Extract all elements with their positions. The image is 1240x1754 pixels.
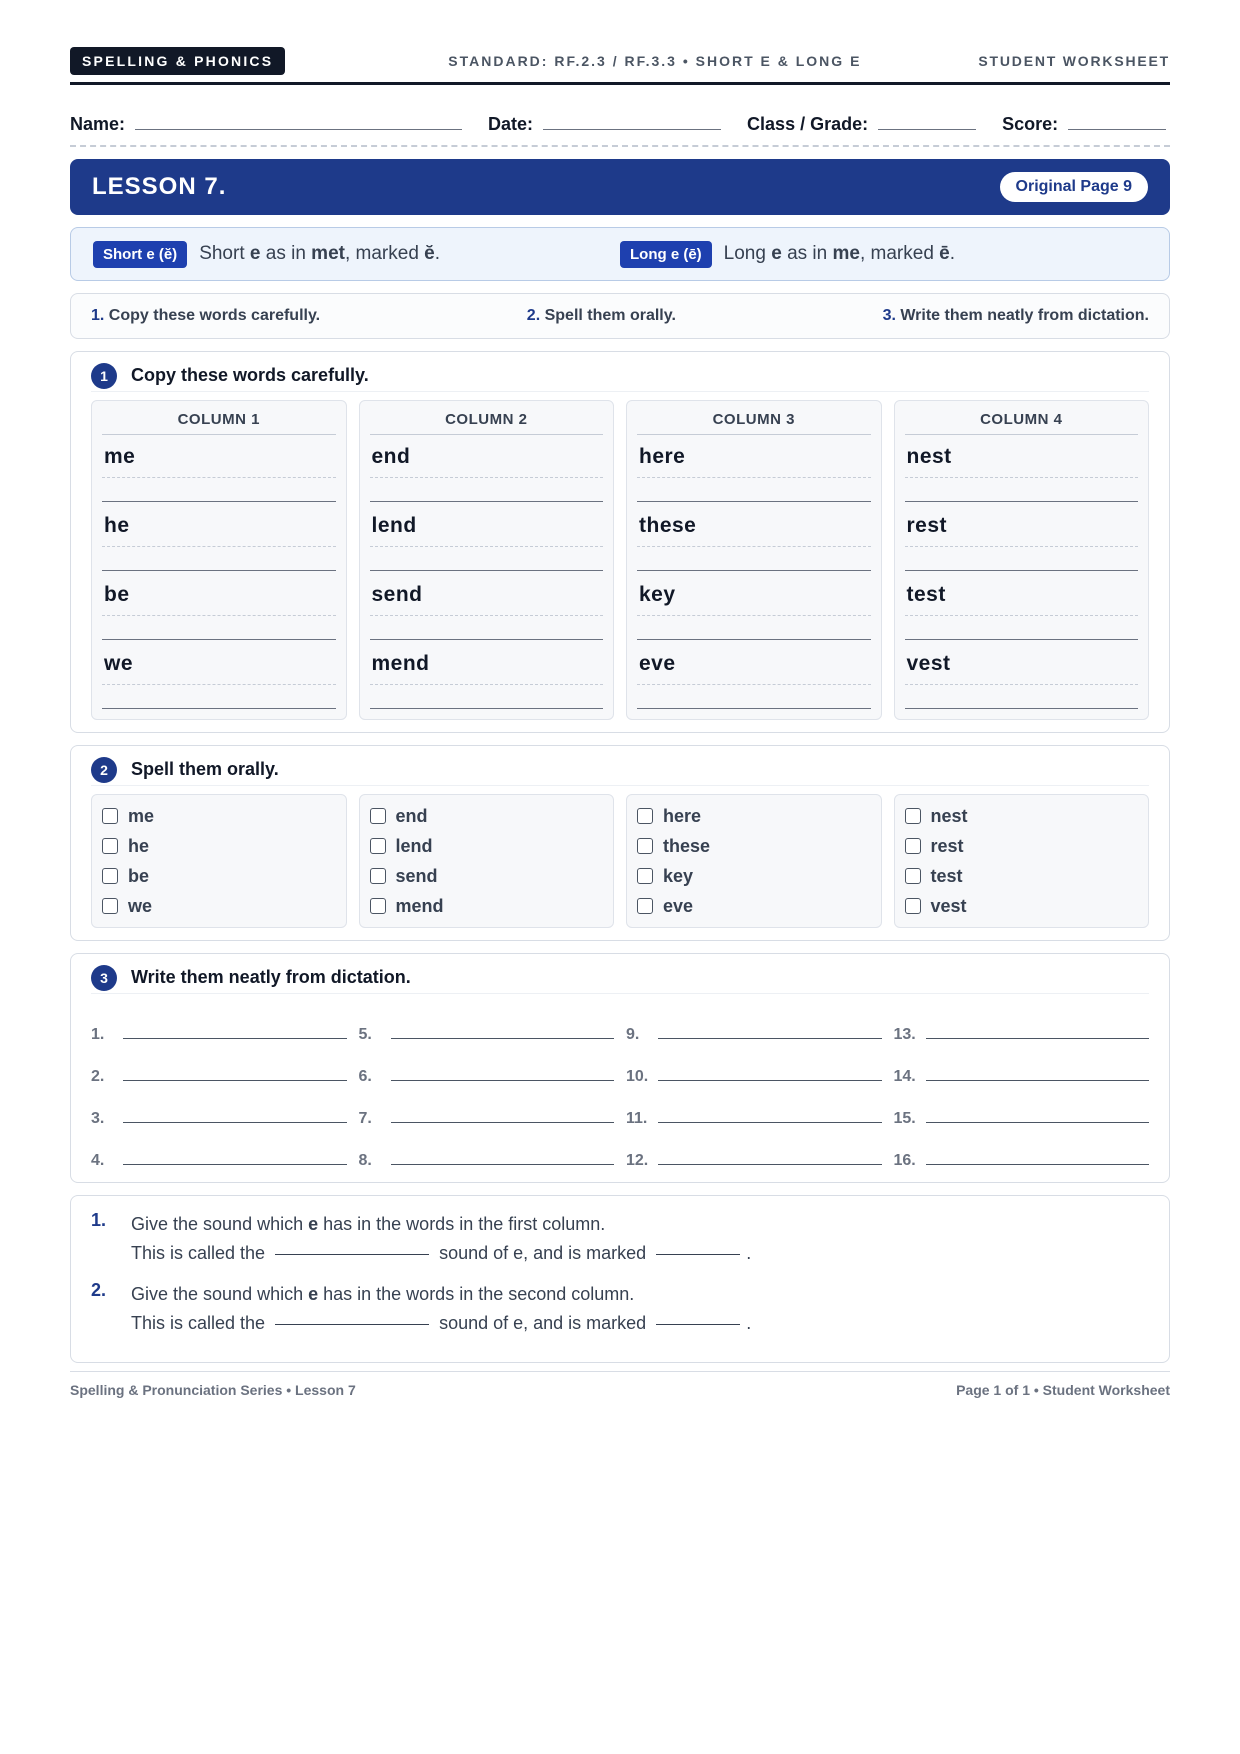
writing-line[interactable] — [637, 639, 871, 640]
checkbox[interactable] — [637, 808, 653, 824]
tracing-guide-line — [102, 615, 336, 616]
tracing-guide-line — [102, 684, 336, 685]
question-fill-line — [131, 1309, 751, 1338]
tracing-guide-line — [370, 477, 604, 478]
section-2-title: Spell them orally. — [131, 759, 279, 779]
word-row — [370, 504, 604, 573]
dictation-number: 9. — [626, 1026, 640, 1043]
dictation-item — [91, 1086, 347, 1128]
tracing-guide-line — [370, 546, 604, 547]
word-row — [102, 435, 336, 504]
checkbox-item[interactable] — [102, 801, 336, 831]
header-rule — [70, 82, 1170, 85]
dictation-grid — [91, 1002, 1149, 1170]
fill-text: sound of e, and is marked — [439, 1243, 647, 1263]
dictation-line[interactable] — [391, 1038, 615, 1039]
checkbox-item[interactable] — [905, 861, 1139, 891]
section-2-heading — [91, 758, 1149, 786]
dictation-item — [359, 1128, 615, 1170]
writing-line[interactable] — [637, 501, 871, 502]
tracing-guide-line — [637, 684, 871, 685]
dictation-item — [359, 1086, 615, 1128]
prompt-text: Give the sound which — [131, 1284, 309, 1304]
word-column — [626, 400, 882, 720]
checkbox[interactable] — [637, 838, 653, 854]
dictation-item — [894, 1128, 1150, 1170]
checkbox[interactable] — [905, 868, 921, 884]
standard-label: STANDARD: RF.2.3 / RF.3.3 • SHORT E & LONG E — [448, 53, 862, 69]
question-prompt — [131, 1210, 751, 1239]
spelling-word: these — [639, 514, 697, 537]
checkbox[interactable] — [905, 838, 921, 854]
word-row — [637, 435, 871, 504]
tracing-guide-line — [637, 615, 871, 616]
checkbox-item[interactable] — [102, 861, 336, 891]
checkbox-label: be — [128, 865, 150, 886]
dictation-line[interactable] — [926, 1164, 1150, 1165]
dictation-number: 12. — [626, 1152, 649, 1169]
checkbox-label: here — [663, 805, 702, 826]
step-2: 2. Spell them orally. — [526, 307, 676, 324]
prompt-text: has in the words in the second column. — [318, 1284, 635, 1304]
name-field[interactable] — [135, 129, 462, 130]
writing-line[interactable] — [370, 639, 604, 640]
checkbox-label: mend — [395, 895, 444, 916]
fill-text: . — [746, 1313, 752, 1333]
question-number: 1. — [91, 1210, 107, 1230]
dictation-number: 1. — [91, 1026, 105, 1043]
dictation-number: 8. — [358, 1152, 372, 1169]
checkbox-item[interactable] — [637, 891, 871, 921]
column-title: COLUMN 1 — [102, 407, 336, 435]
info-fields — [70, 99, 1170, 135]
checkbox[interactable] — [637, 868, 653, 884]
word-row — [102, 642, 336, 711]
section-number-badge: 2 — [91, 757, 117, 783]
tracing-guide-line — [102, 546, 336, 547]
checkbox-column — [359, 794, 615, 928]
mark-blank[interactable] — [656, 1254, 740, 1255]
dictation-number: 3. — [91, 1110, 105, 1127]
prompt-text: has in the words in the first column. — [318, 1214, 606, 1234]
tracing-guide-line — [370, 684, 604, 685]
dictation-line[interactable] — [391, 1164, 615, 1165]
spelling-word: here — [639, 445, 686, 468]
series-tag: SPELLING & PHONICS — [70, 47, 285, 75]
writing-line[interactable] — [905, 501, 1139, 502]
word-row — [370, 642, 604, 711]
dictation-line[interactable] — [658, 1122, 882, 1123]
dictation-item — [626, 1128, 882, 1170]
spelling-word: key — [639, 583, 676, 606]
lesson-banner — [70, 159, 1170, 215]
spelling-word: lend — [371, 514, 417, 537]
section-3-title: Write them neatly from dictation. — [131, 967, 411, 987]
long-e-description: Long e as in me, marked ē. — [723, 243, 956, 264]
fill-text: This is called the — [131, 1243, 266, 1263]
step-1: 1. Copy these words carefully. — [91, 307, 321, 324]
long-e-tag: Long e (ē) — [620, 241, 712, 268]
fill-text: sound of e, and is marked — [439, 1313, 647, 1333]
dictation-number: 11. — [626, 1110, 648, 1127]
short-e-description: Short e as in met, marked ĕ. — [199, 243, 441, 264]
answer-blank[interactable] — [275, 1254, 429, 1255]
spelling-word: rest — [906, 514, 948, 537]
writing-line[interactable] — [102, 570, 336, 571]
footer-rule — [70, 1371, 1170, 1372]
checkbox-item[interactable] — [905, 831, 1139, 861]
checkbox-label: me — [128, 805, 155, 826]
dictation-item — [626, 1086, 882, 1128]
spelling-word: we — [104, 652, 134, 675]
dictation-number: 2. — [91, 1068, 105, 1085]
writing-line[interactable] — [637, 708, 871, 709]
question — [91, 1280, 1149, 1338]
checkbox-label: nest — [930, 805, 968, 826]
dictation-item — [894, 1044, 1150, 1086]
checkbox-item[interactable] — [102, 831, 336, 861]
answer-blank[interactable] — [275, 1324, 429, 1325]
section-1-title: Copy these words carefully. — [131, 365, 369, 385]
question-body — [131, 1210, 751, 1268]
dictation-item — [894, 1086, 1150, 1128]
info-divider — [70, 145, 1170, 147]
checkbox[interactable] — [370, 838, 386, 854]
spelling-word: eve — [639, 652, 676, 675]
word-row — [102, 504, 336, 573]
writing-line[interactable] — [102, 708, 336, 709]
tracing-guide-line — [370, 615, 604, 616]
dictation-item — [894, 1002, 1150, 1044]
checkbox-label: key — [663, 865, 694, 886]
checkbox-item[interactable] — [905, 891, 1139, 921]
tracing-guide-line — [905, 615, 1139, 616]
checkbox-item[interactable] — [370, 801, 604, 831]
dictation-item — [626, 1002, 882, 1044]
prompt-text: Give the sound which — [131, 1214, 309, 1234]
dictation-line[interactable] — [123, 1122, 347, 1123]
checkbox[interactable] — [637, 898, 653, 914]
word-row — [637, 573, 871, 642]
footer-left: Spelling & Pronunciation Series • Lesson 7 — [70, 1382, 356, 1398]
writing-line[interactable] — [102, 639, 336, 640]
spelling-word: end — [371, 445, 411, 468]
checkbox[interactable] — [102, 808, 118, 824]
section-number-badge: 1 — [91, 363, 117, 389]
checkbox-label: end — [395, 805, 428, 826]
worksheet-page — [70, 46, 1170, 1398]
lesson-title: LESSON 7. — [92, 173, 227, 200]
question-body — [131, 1280, 751, 1338]
checkbox[interactable] — [102, 868, 118, 884]
word-row — [905, 435, 1139, 504]
score-field[interactable] — [1068, 129, 1166, 130]
checkbox-column — [626, 794, 882, 928]
checkbox-item[interactable] — [370, 831, 604, 861]
word-column — [894, 400, 1150, 720]
dictation-number: 10. — [626, 1068, 649, 1085]
section-3-heading — [91, 966, 1149, 994]
checkbox-column — [91, 794, 347, 928]
writing-line[interactable] — [905, 570, 1139, 571]
word-row — [905, 642, 1139, 711]
question — [91, 1210, 1149, 1268]
word-row — [370, 573, 604, 642]
checkbox-label: test — [930, 865, 963, 886]
section-spell-orally — [70, 745, 1170, 941]
dictation-line[interactable] — [391, 1080, 615, 1081]
tracing-guide-line — [637, 546, 871, 547]
word-column — [359, 400, 615, 720]
checkbox[interactable] — [102, 838, 118, 854]
checkbox-item[interactable] — [370, 891, 604, 921]
word-column — [91, 400, 347, 720]
checkbox-item[interactable] — [905, 801, 1139, 831]
spelling-word: test — [906, 583, 946, 606]
fill-text: . — [746, 1243, 752, 1263]
copy-columns — [91, 400, 1149, 720]
checkbox[interactable] — [905, 898, 921, 914]
checkbox-column — [894, 794, 1150, 928]
question-number: 2. — [91, 1280, 107, 1300]
prompt-letter: e — [308, 1284, 319, 1304]
fill-text: This is called the — [131, 1313, 266, 1333]
spelling-word: send — [371, 583, 423, 606]
dictation-item — [359, 1002, 615, 1044]
tracing-guide-line — [102, 477, 336, 478]
dictation-line[interactable] — [658, 1038, 882, 1039]
section-number-badge: 3 — [91, 965, 117, 991]
word-row — [370, 435, 604, 504]
dictation-number: 4. — [91, 1152, 105, 1169]
checkbox-item[interactable] — [637, 861, 871, 891]
checkbox-columns — [91, 794, 1149, 928]
word-row — [637, 504, 871, 573]
dictation-line[interactable] — [123, 1080, 347, 1081]
dictation-line[interactable] — [926, 1038, 1150, 1039]
top-bar — [70, 46, 1170, 76]
checkbox[interactable] — [102, 898, 118, 914]
dictation-number: 7. — [358, 1110, 372, 1127]
footer-right: Page 1 of 1 • Student Worksheet — [956, 1382, 1170, 1398]
tracing-guide-line — [905, 477, 1139, 478]
spelling-word: nest — [906, 445, 952, 468]
tracing-guide-line — [637, 477, 871, 478]
checkbox-item[interactable] — [637, 831, 871, 861]
column-title: COLUMN 3 — [637, 407, 871, 435]
spelling-word: mend — [371, 652, 430, 675]
dictation-item — [91, 1044, 347, 1086]
dictation-item — [626, 1044, 882, 1086]
tracing-guide-line — [905, 684, 1139, 685]
writing-line[interactable] — [370, 708, 604, 709]
checkbox-label: rest — [930, 835, 964, 856]
writing-line[interactable] — [370, 570, 604, 571]
sheet-type-label: STUDENT WORKSHEET — [978, 53, 1170, 69]
checkbox-label: vest — [930, 895, 967, 916]
steps-bar — [70, 293, 1170, 339]
column-title: COLUMN 4 — [905, 407, 1139, 435]
writing-line[interactable] — [102, 501, 336, 502]
checkbox-label: lend — [395, 835, 433, 856]
tracing-guide-line — [905, 546, 1139, 547]
dictation-line[interactable] — [926, 1122, 1150, 1123]
checkbox-label: we — [128, 895, 153, 916]
question-prompt — [131, 1280, 751, 1309]
dictation-item — [91, 1002, 347, 1044]
dictation-line[interactable] — [658, 1164, 882, 1165]
word-row — [102, 573, 336, 642]
spelling-word: be — [104, 583, 130, 606]
checkbox-item[interactable] — [102, 891, 336, 921]
section-dictation — [70, 953, 1170, 1183]
dictation-line[interactable] — [123, 1038, 347, 1039]
dictation-item — [359, 1044, 615, 1086]
sound-key — [70, 227, 1170, 281]
question-fill-line — [131, 1239, 751, 1268]
mark-blank[interactable] — [656, 1324, 740, 1325]
spelling-word: he — [104, 514, 130, 537]
writing-line[interactable] — [905, 708, 1139, 709]
checkbox[interactable] — [370, 808, 386, 824]
short-e-key — [93, 241, 620, 268]
checkbox[interactable] — [370, 898, 386, 914]
dictation-number: 13. — [893, 1026, 916, 1043]
writing-line[interactable] — [637, 570, 871, 571]
questions-box — [70, 1195, 1170, 1363]
checkbox-item[interactable] — [637, 801, 871, 831]
section-1-heading — [91, 364, 1149, 392]
checkbox[interactable] — [905, 808, 921, 824]
dictation-number: 15. — [893, 1110, 916, 1127]
dictation-number: 16. — [893, 1152, 916, 1169]
spelling-word: vest — [906, 652, 951, 675]
writing-line[interactable] — [905, 639, 1139, 640]
class-field[interactable] — [878, 129, 976, 130]
checkbox-label: these — [663, 835, 711, 856]
date-label: Date: — [488, 114, 534, 134]
dictation-number: 6. — [358, 1068, 372, 1085]
short-e-tag: Short e (ĕ) — [93, 241, 187, 268]
dictation-line[interactable] — [658, 1080, 882, 1081]
score-label: Score: — [1002, 114, 1059, 134]
dictation-item — [91, 1128, 347, 1170]
original-page-badge: Original Page 9 — [1000, 172, 1148, 202]
class-label: Class / Grade: — [747, 114, 869, 134]
date-field[interactable] — [543, 129, 721, 130]
dictation-line[interactable] — [123, 1164, 347, 1165]
dictation-line[interactable] — [391, 1122, 615, 1123]
word-row — [637, 642, 871, 711]
section-copy-words — [70, 351, 1170, 733]
writing-line[interactable] — [370, 501, 604, 502]
footer — [70, 1382, 1170, 1398]
step-3: 3. Write them neatly from dictation. — [882, 307, 1149, 324]
word-row — [905, 504, 1139, 573]
prompt-letter: e — [308, 1214, 319, 1234]
dictation-line[interactable] — [926, 1080, 1150, 1081]
checkbox-label: he — [128, 835, 150, 856]
checkbox-label: send — [395, 865, 438, 886]
column-title: COLUMN 2 — [370, 407, 604, 435]
spelling-word: me — [104, 445, 136, 468]
checkbox[interactable] — [370, 868, 386, 884]
dictation-number: 14. — [893, 1068, 916, 1085]
checkbox-item[interactable] — [370, 861, 604, 891]
long-e-key — [620, 241, 1147, 268]
name-label: Name: — [70, 114, 126, 134]
checkbox-label: eve — [663, 895, 694, 916]
word-row — [905, 573, 1139, 642]
dictation-number: 5. — [358, 1026, 372, 1043]
